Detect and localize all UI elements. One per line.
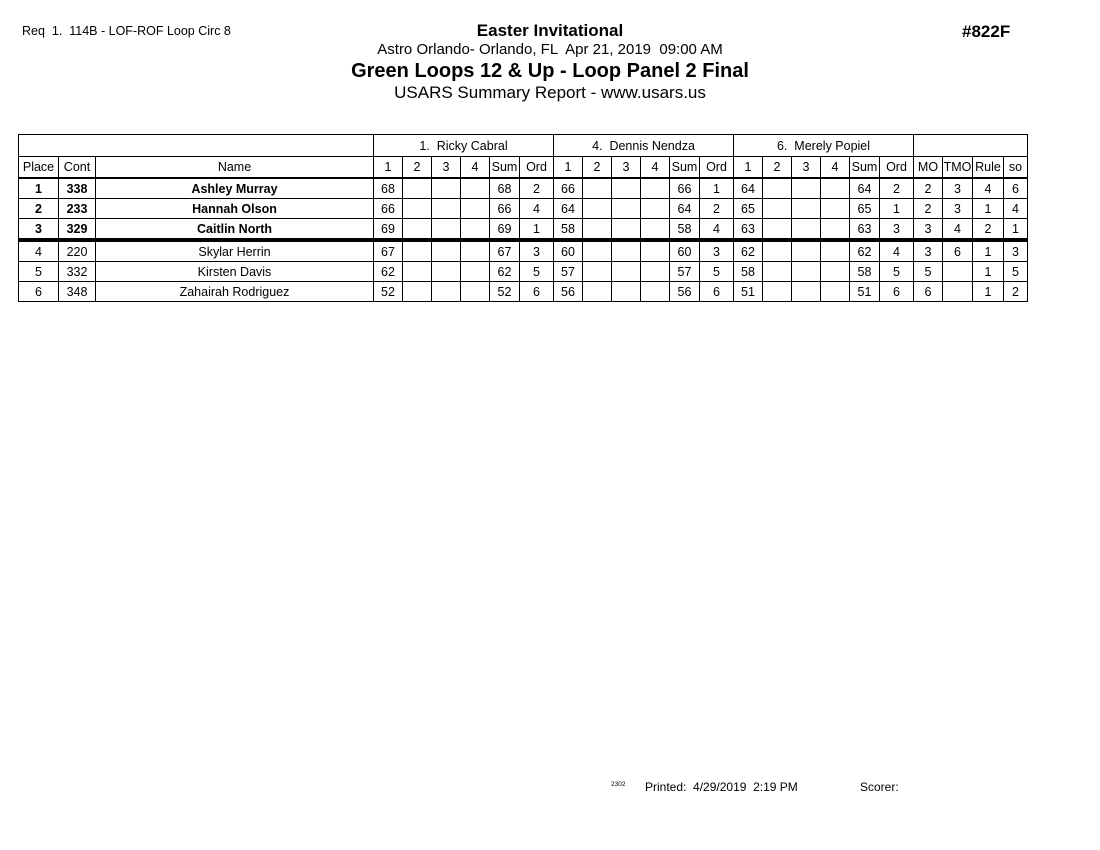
j2-ord-header: Ord [700,157,734,179]
scorer-label: Scorer: [860,780,899,794]
j2-e3-cell [612,262,641,282]
name-cell: Caitlin North [96,219,374,241]
j3-e4-cell [821,240,850,262]
venue-date-line: Astro Orlando- Orlando, FL Apr 21, 2019 09:00 AM [377,41,723,58]
table-row [19,282,1028,302]
j2-e4-cell [641,262,670,282]
place-cell: 2 [19,199,59,219]
j1-e3-cell [432,178,461,199]
j3-sum-header: Sum [850,157,880,179]
j1-sum-header: Sum [490,157,520,179]
j3-sum-cell: 63 [850,219,880,241]
event-number: #822F [962,22,1011,41]
mo-header: MO [914,157,943,179]
table-row [19,199,1028,219]
j2-sum-cell: 57 [670,262,700,282]
so-cell: 1 [1004,219,1028,241]
j3-e3-cell [792,199,821,219]
j3-e2-cell [763,219,792,241]
j2-e1-cell: 58 [554,219,583,241]
j1-e1-cell: 62 [374,262,403,282]
table-row [19,262,1028,282]
j3-element4-header: 4 [821,157,850,179]
j1-e4-cell [461,262,490,282]
j2-element2-header: 2 [583,157,612,179]
j2-e3-cell [612,219,641,241]
j2-ord-cell: 1 [700,178,734,199]
j1-e2-cell [403,199,432,219]
judges-row-spacer-right [914,135,1028,157]
j1-e3-cell [432,262,461,282]
rule-cell: 2 [973,219,1004,241]
j1-sum-cell: 62 [490,262,520,282]
j2-e3-cell [612,240,641,262]
judge-3-label: 6. Merely Popiel [734,135,914,157]
name-cell: Skylar Herrin [96,240,374,262]
tmo-header: TMO [943,157,973,179]
name-cell: Hannah Olson [96,199,374,219]
j1-e3-cell [432,199,461,219]
j2-ord-cell: 4 [700,219,734,241]
j2-e1-cell: 66 [554,178,583,199]
j3-sum-cell: 64 [850,178,880,199]
j2-e2-cell [583,240,612,262]
contestant-number-cell: 329 [59,219,96,241]
j2-sum-cell: 58 [670,219,700,241]
j2-ord-cell: 3 [700,240,734,262]
j2-ord-cell: 2 [700,199,734,219]
printed-label: Printed: [645,780,687,794]
j2-e4-cell [641,178,670,199]
so-header: so [1004,157,1028,179]
j1-ord-cell: 2 [520,178,554,199]
tmo-cell: 6 [943,240,973,262]
j1-e4-cell [461,240,490,262]
j3-e1-cell: 65 [734,199,763,219]
printed-timestamp [645,780,798,794]
so-cell: 2 [1004,282,1028,302]
j2-sum-cell: 64 [670,199,700,219]
j1-sum-cell: 69 [490,219,520,241]
j1-e1-cell: 52 [374,282,403,302]
j2-e4-cell [641,199,670,219]
j1-ord-header: Ord [520,157,554,179]
j3-e2-cell [763,178,792,199]
requirement-line: Req 1. 114B - LOF-ROF Loop Circ 8 [22,24,231,38]
j2-e2-cell [583,219,612,241]
j2-element4-header: 4 [641,157,670,179]
j1-e3-cell [432,219,461,241]
j2-e2-cell [583,178,612,199]
mo-cell: 2 [914,178,943,199]
place-cell: 4 [19,240,59,262]
j2-e4-cell [641,219,670,241]
so-cell: 5 [1004,262,1028,282]
j2-e2-cell [583,282,612,302]
so-cell: 4 [1004,199,1028,219]
j3-ord-cell: 2 [880,178,914,199]
j2-e3-cell [612,282,641,302]
j3-e1-cell: 51 [734,282,763,302]
j1-e2-cell [403,240,432,262]
j3-e2-cell [763,262,792,282]
j1-e1-cell: 66 [374,199,403,219]
report-header [0,21,1100,103]
j3-ord-cell: 5 [880,262,914,282]
judge-2-label: 4. Dennis Nendza [554,135,734,157]
j1-e2-cell [403,282,432,302]
category-title: Green Loops 12 & Up - Loop Panel 2 Final [351,60,749,82]
j3-e3-cell [792,178,821,199]
j1-e4-cell [461,219,490,241]
contestant-number-cell: 338 [59,178,96,199]
j1-sum-cell: 68 [490,178,520,199]
j2-sum-cell: 60 [670,240,700,262]
j1-e4-cell [461,178,490,199]
j1-sum-cell: 52 [490,282,520,302]
j1-e2-cell [403,219,432,241]
j3-e1-cell: 63 [734,219,763,241]
j1-e4-cell [461,282,490,302]
j3-e2-cell [763,199,792,219]
rule-cell: 1 [973,262,1004,282]
j2-e1-cell: 60 [554,240,583,262]
j3-e3-cell [792,219,821,241]
results-head [19,135,1028,179]
j1-e2-cell [403,262,432,282]
j3-e2-cell [763,240,792,262]
name-cell: Zahairah Rodriguez [96,282,374,302]
j3-e3-cell [792,262,821,282]
j1-ord-cell: 4 [520,199,554,219]
j2-ord-cell: 5 [700,262,734,282]
j1-ord-cell: 6 [520,282,554,302]
j1-e1-cell: 69 [374,219,403,241]
j3-e4-cell [821,219,850,241]
j3-e1-cell: 62 [734,240,763,262]
j1-sum-cell: 67 [490,240,520,262]
contestant-header: Cont [59,157,96,179]
j3-e2-cell [763,282,792,302]
j2-sum-cell: 66 [670,178,700,199]
tmo-cell: 3 [943,199,973,219]
j1-sum-cell: 66 [490,199,520,219]
j1-e3-cell [432,282,461,302]
j2-e2-cell [583,199,612,219]
j1-ord-cell: 3 [520,240,554,262]
j1-e2-cell [403,178,432,199]
place-cell: 3 [19,219,59,241]
tmo-cell: 3 [943,178,973,199]
so-cell: 6 [1004,178,1028,199]
j1-element1-header: 1 [374,157,403,179]
contestant-number-cell: 332 [59,262,96,282]
j2-e2-cell [583,262,612,282]
j3-e1-cell: 64 [734,178,763,199]
table-row [19,240,1028,262]
place-cell: 5 [19,262,59,282]
j2-e3-cell [612,178,641,199]
j1-e1-cell: 68 [374,178,403,199]
j3-e1-cell: 58 [734,262,763,282]
j2-element3-header: 3 [612,157,641,179]
contestant-number-cell: 233 [59,199,96,219]
mo-cell: 5 [914,262,943,282]
j3-element3-header: 3 [792,157,821,179]
contestant-number-cell: 220 [59,240,96,262]
rule-cell: 4 [973,178,1004,199]
j3-element1-header: 1 [734,157,763,179]
j2-ord-cell: 6 [700,282,734,302]
j3-sum-cell: 58 [850,262,880,282]
judges-row [19,135,1028,157]
place-cell: 1 [19,178,59,199]
footer-version-code: 2302 [611,781,626,788]
column-header-row [19,157,1028,179]
name-cell: Kirsten Davis [96,262,374,282]
report-type-line: USARS Summary Report - www.usars.us [394,83,706,102]
j3-e3-cell [792,282,821,302]
place-cell: 6 [19,282,59,302]
j2-e1-cell: 57 [554,262,583,282]
rule-cell: 1 [973,199,1004,219]
so-cell: 3 [1004,240,1028,262]
j3-ord-cell: 6 [880,282,914,302]
j1-ord-cell: 5 [520,262,554,282]
judge-1-label: 1. Ricky Cabral [374,135,554,157]
j3-sum-cell: 65 [850,199,880,219]
j2-element1-header: 1 [554,157,583,179]
j3-element2-header: 2 [763,157,792,179]
place-header: Place [19,157,59,179]
j2-e4-cell [641,240,670,262]
tmo-cell [943,282,973,302]
mo-cell: 2 [914,199,943,219]
j1-e3-cell [432,240,461,262]
j3-ord-cell: 4 [880,240,914,262]
j2-e4-cell [641,282,670,302]
table-row [19,178,1028,199]
contestant-number-cell: 348 [59,282,96,302]
event-title: Easter Invitational [476,21,624,40]
rule-cell: 1 [973,282,1004,302]
results-table [18,134,1028,302]
rule-cell: 1 [973,240,1004,262]
j2-e1-cell: 56 [554,282,583,302]
j3-sum-cell: 51 [850,282,880,302]
j2-e3-cell [612,199,641,219]
j1-element2-header: 2 [403,157,432,179]
j3-ord-header: Ord [880,157,914,179]
mo-cell: 6 [914,282,943,302]
j3-e3-cell [792,240,821,262]
j1-element3-header: 3 [432,157,461,179]
j1-element4-header: 4 [461,157,490,179]
tmo-cell [943,262,973,282]
j3-e4-cell [821,282,850,302]
results-body [19,178,1028,302]
j1-ord-cell: 1 [520,219,554,241]
name-header: Name [96,157,374,179]
printed-value: 4/29/2019 2:19 PM [693,780,798,794]
j3-ord-cell: 3 [880,219,914,241]
j3-e4-cell [821,178,850,199]
j3-e4-cell [821,262,850,282]
j1-e1-cell: 67 [374,240,403,262]
tmo-cell: 4 [943,219,973,241]
judges-row-spacer-left [19,135,374,157]
j3-ord-cell: 1 [880,199,914,219]
mo-cell: 3 [914,240,943,262]
j1-e4-cell [461,199,490,219]
j2-sum-cell: 56 [670,282,700,302]
rule-header: Rule [973,157,1004,179]
j2-sum-header: Sum [670,157,700,179]
mo-cell: 3 [914,219,943,241]
name-cell: Ashley Murray [96,178,374,199]
table-row [19,219,1028,241]
j3-e4-cell [821,199,850,219]
j2-e1-cell: 64 [554,199,583,219]
j3-sum-cell: 62 [850,240,880,262]
